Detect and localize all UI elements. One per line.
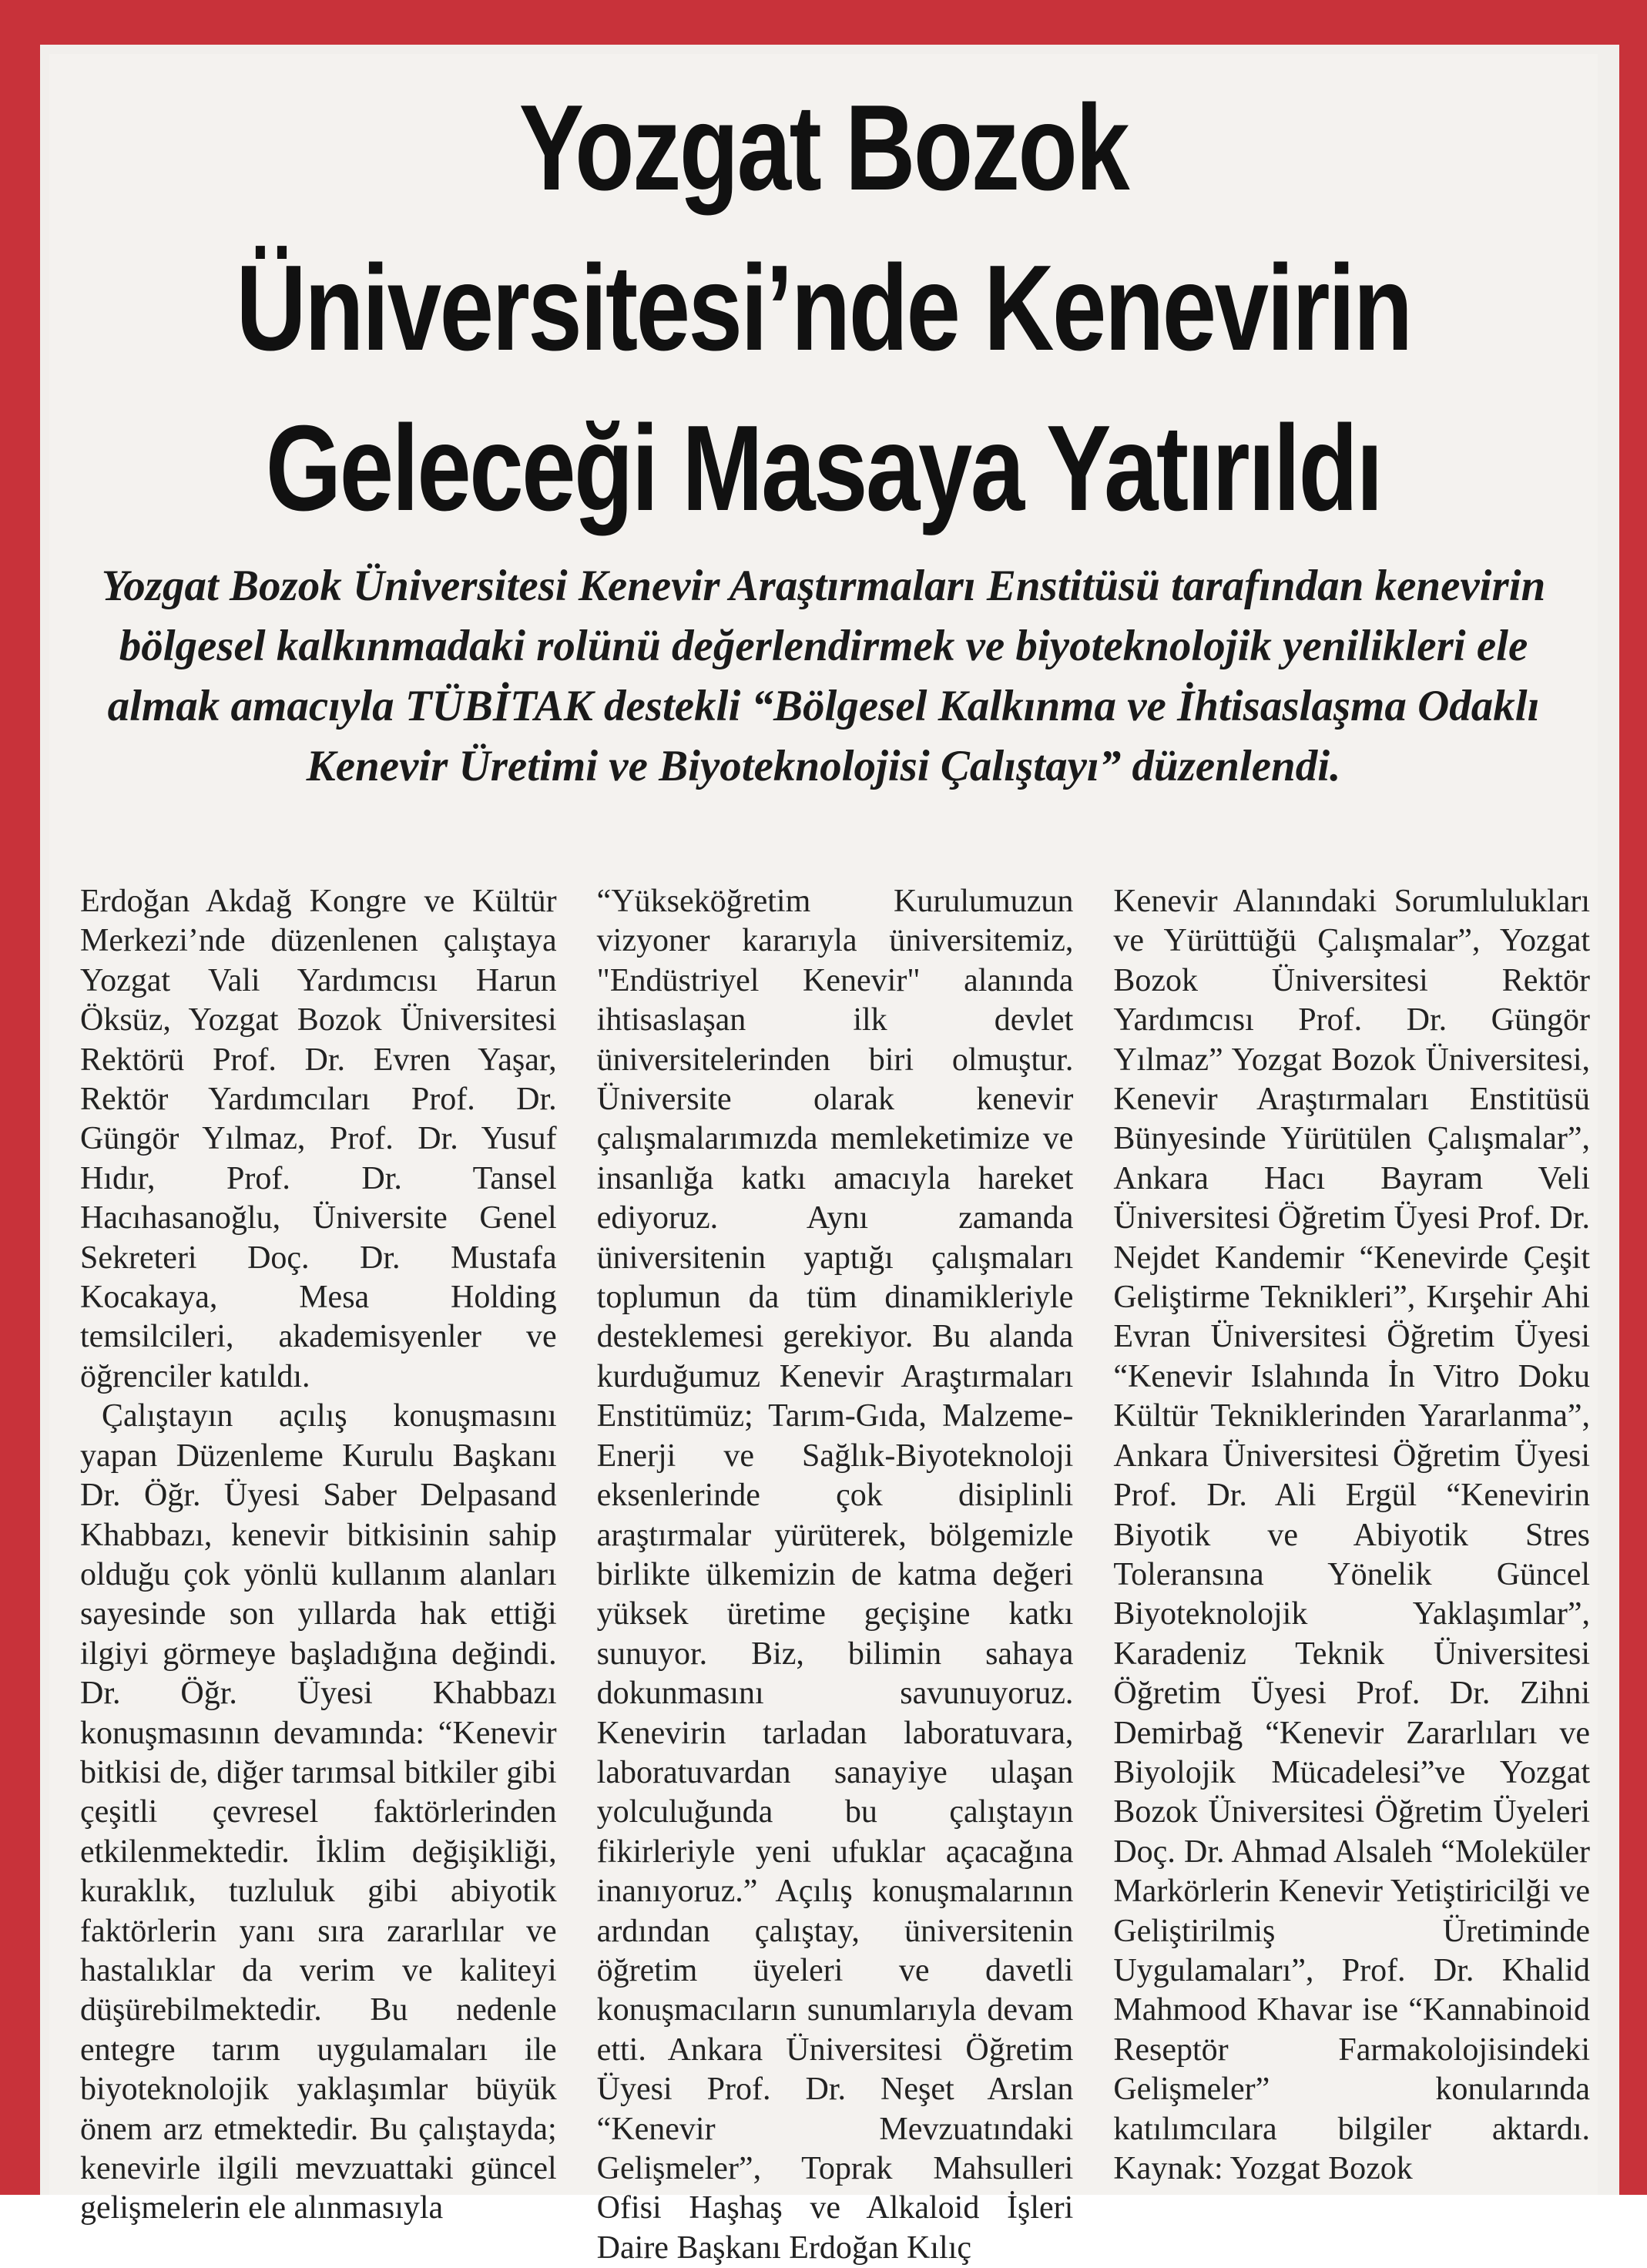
- newspaper-clipping: [49, 54, 1598, 2266]
- column-2-paragraph-1: “Yükseköğretim Kurulumuzun vizyoner kararıyla üniversitemiz, "Endüstriyel Kenevir" alanında ihtisaslaşan ilk devlet üniversitelerinden biri olmuştur. Üniversite olarak kenevir çalışmalarımızda memleketimize ve insanlığa katkı amacıyla hareket ediyoruz. Aynı zamanda üniversitenin yaptığı çalışmaları toplumun da tüm dinamikleriyle desteklemesi gerekiyor. Bu alanda kurduğumuz Kenevir Araştırmaları Enstitümüz; Tarım-Gıda, Malzeme-Enerji ve Sağlık-Biyoteknoloji eksenlerinde çok disiplinli araştırmalar yürüterek, bölgemizle birlikte ülkemizin de katma değeri yüksek üretime geçişine katkı sunuyor. Biz, bilimin sahaya dokunmasını savunuyoruz. Kenevirin tarladan laboratuvara, laboratuvardan sanayiye ulaşan yolculuğunda bu çalıştayın fikirleriyle yeni ufuklar açacağına inanıyoruz.” Açılış konuşmalarının ardından çalıştay, üniversitenin öğretim üyeleri ve davetli konuşmacıların sunumlarıyla devam etti. Ankara Üniversitesi Öğretim Üyesi Prof. Dr. Neşet Arslan “Kenevir Mevzuatındaki Gelişmeler”, Toprak Mahsulleri Ofisi Haşhaş ve Alkaloid İşleri Daire Başkanı Erdoğan Kılıç: [596, 884, 1074, 2266]
- article-column-2: [596, 882, 1074, 2266]
- column-1-paragraph-1: Erdoğan Akdağ Kongre ve Kültür Merkezi’nde düzenlenen çalıştaya Yozgat Vali Yardımcısı Harun Öksüz, Yozgat Bozok Üniversitesi Rektörü Prof. Dr. Evren Yaşar, Rektör Yardımcıları Prof. Dr. Güngör Yılmaz, Prof. Dr. Yusuf Hıdır, Prof. Dr. Tansel Hacıhasanoğlu, Üniversite Genel Sekreteri Doç. Dr. Mustafa Kocakaya, Mesa Holding temsilcileri, akademisyenler ve öğrenciler katıldı.: [80, 884, 557, 1394]
- article-column-3: [1113, 882, 1590, 2195]
- article-deck: Yozgat Bozok Üniversitesi Kenevir Araştırmaları Enstitüsü tarafından kenevirin bölgesel kalkınmadaki rolünü değerlendirmek ve biyoteknolojik yenilikleri ele almak amacıyla TÜBİTAK destekli “Bölgesel Kalkınma ve İhtisaslaşma Odaklı Kenevir Üretimi ve Biyoteknolojisi Çalıştayı” düzenlendi.: [101, 562, 1546, 790]
- column-3-paragraph-1: Kenevir Alanındaki Sorumlulukları ve Yürüttüğü Çalışmalar”, Yozgat Bozok Üniversitesi Rektör Yardımcısı Prof. Dr. Güngör Yılmaz” Yozgat Bozok Üniversitesi, Kenevir Araştırmaları Enstitüsü Bünyesinde Yürütülen Çalışmalar”, Ankara Hacı Bayram Veli Üniversitesi Öğretim Üyesi Prof. Dr. Nejdet Kandemir “Kenevirde Çeşit Geliştirme Teknikleri”, Kırşehir Ahi Evran Üniversitesi Öğretim Üyesi “Kenevir Islahında İn Vitro Doku Kültür Tekniklerinden Yararlanma”, Ankara Üniversitesi Öğretim Üyesi Prof. Dr. Ali Ergül “Kenevirin Biyotik ve Abiyotik Stres Toleransına Yönelik Güncel Biyoteknolojik Yaklaşımlar”, Karadeniz Teknik Üniversitesi Öğretim Üyesi Prof. Dr. Zihni Demirbağ “Kenevir Zararlıları ve Biyolojik Mücadelesi”ve Yozgat Bozok Üniversitesi Öğretim Üyeleri Doç. Dr. Ahmad Alsaleh “Moleküler Markörlerin Kenevir Yetiştiricilği ve Geliştirilmiş Üretiminde Uygulamaları”, Prof. Dr. Khalid Mahmood Khavar ise “Kannabinoid Reseptör Farmakolojisindeki Gelişmeler” konularında katılımcılara bilgiler aktardı. Kaynak: Yozgat Bozok: [1113, 884, 1591, 2186]
- article-column-1: [80, 882, 557, 2226]
- article-headline: Yozgat Bozok Üniversitesi’nde Kenevirin Geleceği Masaya Yatırıldı: [236, 80, 1411, 536]
- article-body: [80, 882, 1591, 2266]
- column-1-paragraph-2: Çalıştayın açılış konuşmasını yapan Düzenleme Kurulu Başkanı Dr. Öğr. Üyesi Saber Delpasand Khabbazı, kenevir bitkisinin sahip olduğu çok yönlü kullanım alanları sayesinde son yıllarda hak ettiği ilgiyi görmeye başladığına değindi. Dr. Öğr. Üyesi Khabbazı konuşmasının devamında: “Kenevir bitkisi de, diğer tarımsal bitkiler gibi çeşitli çevresel faktörlerinden etkilenmektedir. İklim değişikliği, kuraklık, tuzluluk gibi abiyotik faktörlerin yanı sıra zararlılar ve hastalıklar da verim ve kaliteyi düşürebilmektedir. Bu nedenle entegre tarım uygulamaları ile biyoteknolojik yaklaşımlar büyük önem arz etmektedir. Bu çalıştayda; kenevirle ilgili mevzuattaki güncel gelişmelerin ele alınmasıyla: [80, 1398, 557, 2226]
